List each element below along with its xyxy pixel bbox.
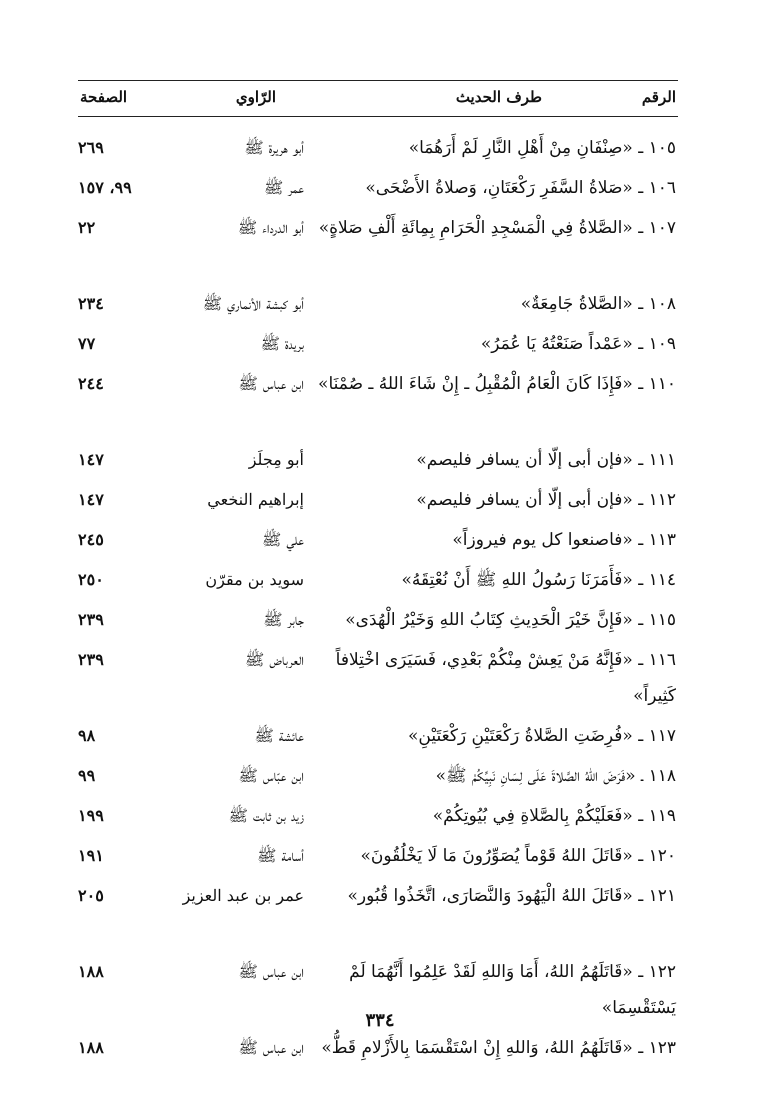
narrator: ابن عباس ﷺ (238, 1038, 304, 1057)
hadith-text: «فَإِنَّ خَيْرَ الْحَدِيثِ كِتَابُ اللهِ وَخَيْرُ الْهُدَى» (345, 610, 633, 630)
entry-number: ١١٨ (648, 766, 676, 786)
entry-separator: ـ (635, 766, 649, 786)
narrator: أبو مِجلَز (248, 450, 304, 469)
narrator: ابن عباس ﷺ (238, 374, 304, 393)
entry-number: ١٢٠ (648, 846, 676, 866)
entry-number: ١١١ (648, 450, 676, 470)
page-reference: ٧٧ (78, 334, 96, 353)
entry-separator: ـ (632, 490, 649, 510)
index-entry (78, 758, 676, 794)
index-entry (78, 170, 676, 206)
page-reference: ١٩١ (78, 846, 104, 865)
narrator: سويد بن مقرّن (205, 570, 304, 589)
entry-separator: ـ (632, 334, 649, 354)
hadith-text: «فَإِذَا كَانَ الْعَامُ الْمُقْبِلُ ـ إِنْ شَاءَ اللهُ ـ صُمْنَا» (318, 374, 633, 394)
hadith-cell (316, 838, 676, 874)
index-entry (78, 286, 676, 322)
index-entry (78, 210, 676, 282)
narrator: عائشة ﷺ (254, 726, 304, 745)
hadith-cell (316, 482, 676, 518)
entry-separator: ـ (632, 294, 649, 314)
hadith-index-list (78, 130, 676, 1106)
hadith-cell (316, 366, 676, 402)
page-reference: ٢٤٤ (78, 374, 104, 393)
narrator: إبراهيم النخعي (207, 490, 304, 509)
narrator: بريدة ﷺ (260, 334, 304, 353)
header-rule (78, 116, 678, 117)
page-reference: ٢٥٠ (78, 570, 104, 589)
entry-number: ١١٣ (648, 530, 676, 550)
hadith-cell (316, 602, 676, 638)
narrator: عمر ﷺ (263, 178, 304, 197)
index-entry (78, 642, 676, 714)
hadith-cell (316, 878, 676, 914)
hadith-text: «قَاتَلَهُمُ اللهُ، وَاللهِ إِنْ اسْتَقْسَمَا بِالأَزْلامِ قَطُّ» (321, 1038, 633, 1058)
page-reference: ٢٣٩ (78, 650, 104, 669)
narrator: العرباض ﷺ (244, 650, 304, 669)
entry-number: ١٠٧ (648, 218, 676, 238)
entry-number: ١٠٩ (648, 334, 676, 354)
page-reference: ٢٣٩ (78, 610, 104, 629)
hadith-text: «فاصنعوا كل يوم فيروزاً» (452, 530, 633, 550)
entry-separator: ـ (632, 962, 649, 982)
hadith-text: «صَلاةُ السَّفَرِ رَكْعَتَانِ، وَصلاةُ الأَضْحَى» (365, 178, 633, 198)
index-entry (78, 442, 676, 478)
narrator: أبو الدرداء ﷺ (237, 218, 304, 237)
hadith-cell (316, 210, 676, 246)
page-reference: ٢٤٥ (78, 530, 104, 549)
hadith-text: «فإن أبى إلّا أن يسافر فليصم» (416, 450, 633, 470)
entry-separator: ـ (632, 570, 649, 590)
hadith-text: «قَاتَلَ اللهُ قَوْماً يُصَوِّرُونَ مَا لَا يَخْلُقُونَ» (360, 846, 633, 866)
entry-separator: ـ (632, 650, 649, 670)
entry-separator: ـ (632, 886, 649, 906)
entry-separator: ـ (632, 726, 649, 746)
entry-separator: ـ (632, 530, 649, 550)
hadith-cell (316, 562, 676, 598)
index-entry (78, 366, 676, 438)
index-entry (78, 878, 676, 950)
entry-number: ١١٤ (648, 570, 676, 590)
hadith-cell (316, 758, 676, 794)
entry-number: ١٢٢ (648, 962, 676, 982)
index-entry (78, 718, 676, 754)
entry-number: ١٢١ (648, 886, 676, 906)
page-reference: ١٤٧ (78, 450, 104, 469)
hadith-cell (316, 798, 676, 834)
page-reference: ٢٣٤ (78, 294, 104, 313)
index-entry (78, 838, 676, 874)
entry-separator: ـ (632, 218, 649, 238)
header-page: الصفحة (80, 88, 128, 106)
narrator: جابر ﷺ (263, 610, 304, 629)
narrator: ابن عباس ﷺ (238, 962, 304, 981)
header-narrator: الرّاوي (235, 88, 276, 106)
entry-number: ١٠٦ (648, 178, 676, 198)
index-entry (78, 130, 676, 166)
narrator: زيد بن ثابت ﷺ (228, 806, 304, 825)
hadith-text: «فَعَلَيْكُمْ بِالصَّلاةِ فِي بُيُوتِكُمْ» (432, 806, 633, 826)
entry-separator: ـ (632, 450, 649, 470)
header-number: الرقم (641, 88, 676, 106)
hadith-text: «صِنْفَانِ مِنْ أَهْلِ النَّارِ لَمْ أَرَهُمَا» (408, 138, 633, 158)
hadith-cell (316, 1030, 676, 1066)
page-reference: ٢٠٥ (78, 886, 104, 905)
hadith-cell (316, 522, 676, 558)
entry-separator: ـ (632, 178, 649, 198)
entry-number: ١١٩ (648, 806, 676, 826)
entry-separator: ـ (632, 138, 649, 158)
entry-number: ١١٠ (648, 374, 676, 394)
hadith-text: «فَرَضَ اللهُ الصَّلاةَ عَلَى لِسَانِ نَبِيِّكُمْ ﷺ» (435, 766, 636, 786)
hadith-text: «فإن أبى إلّا أن يسافر فليصم» (416, 490, 633, 510)
entry-number: ١٠٥ (648, 138, 676, 158)
hadith-cell (316, 442, 676, 478)
index-entry (78, 326, 676, 362)
entry-number: ١١٦ (648, 650, 676, 670)
hadith-cell (316, 130, 676, 166)
index-entry (78, 798, 676, 834)
entry-number: ١٢٣ (648, 1038, 676, 1058)
index-entry (78, 562, 676, 598)
narrator: علي ﷺ (261, 530, 304, 549)
index-entry (78, 522, 676, 558)
entry-separator: ـ (632, 806, 649, 826)
hadith-cell (316, 326, 676, 362)
hadith-cell (316, 170, 676, 206)
hadith-cell (316, 286, 676, 322)
hadith-text: «فَأَمَرَنَا رَسُولُ اللهِ ﷺ أَنْ نُعْتِقَهُ» (401, 570, 633, 590)
entry-number: ١١٥ (648, 610, 676, 630)
hadith-text: «فَإِنَّهُ مَنْ يَعِشْ مِنْكُمْ بَعْدِي، فَسَيَرَى اخْتِلافاً كَثِيراً» (335, 650, 676, 706)
entry-separator: ـ (632, 1038, 649, 1058)
hadith-text: «فُرِضَتِ الصَّلاةُ رَكْعَتَيْنِ رَكْعَتَيْنِ» (408, 726, 633, 746)
page-reference: ٢٢ (78, 218, 96, 237)
narrator: ابن عبّاس ﷺ (238, 766, 304, 785)
hadith-cell (316, 642, 676, 714)
narrator: أبو كبشة الأنماري ﷺ (202, 294, 304, 313)
page-reference: ١٨٨ (78, 962, 104, 981)
page-reference: ١٩٩ (78, 806, 104, 825)
hadith-text: «الصَّلاةُ فِي الْمَسْجِدِ الْحَرَامِ بِمِائَةِ أَلْفِ صَلاةٍ» (318, 218, 633, 238)
hadith-text: «الصَّلاةُ جَامِعَةٌ» (520, 294, 633, 314)
page-reference: ٩٨ (78, 726, 96, 745)
index-entry (78, 1030, 676, 1102)
hadith-text: «قَاتَلَ اللهُ الْيَهُودَ وَالنَّصَارَى، اتَّخَذُوا قُبُور» (347, 886, 633, 906)
page-reference: ٢٦٩ (78, 138, 104, 157)
entry-number: ١٠٨ (648, 294, 676, 314)
hadith-text: «عَمْداً صَنَعْتُهُ يَا عُمَرُ» (480, 334, 633, 354)
header-hadith: طرف الحديث (455, 88, 542, 106)
narrator: أبو هريرة ﷺ (244, 138, 304, 157)
entry-separator: ـ (632, 374, 649, 394)
hadith-cell (316, 718, 676, 754)
page-reference: ٩٩، ١٥٧ (78, 178, 132, 197)
page-reference: ١٨٨ (78, 1038, 104, 1057)
narrator: عمر بن عبد العزيز (182, 886, 304, 905)
entry-number: ١١٧ (648, 726, 676, 746)
page-number: ٣٣٤ (365, 1010, 395, 1031)
entry-separator: ـ (632, 846, 649, 866)
narrator: أسامة ﷺ (257, 846, 304, 865)
entry-separator: ـ (632, 610, 649, 630)
index-entry (78, 482, 676, 518)
entry-number: ١١٢ (648, 490, 676, 510)
page-reference: ٩٩ (78, 766, 96, 785)
hadith-text: «قَاتَلَهُمُ اللهُ، أَمَا وَاللهِ لَقَدْ عَلِمُوا أَنَّهُمَا لَمْ يَسْتَقْسِمَا» (349, 962, 676, 1018)
top-rule (78, 80, 678, 81)
page-reference: ١٤٧ (78, 490, 104, 509)
index-entry (78, 602, 676, 638)
